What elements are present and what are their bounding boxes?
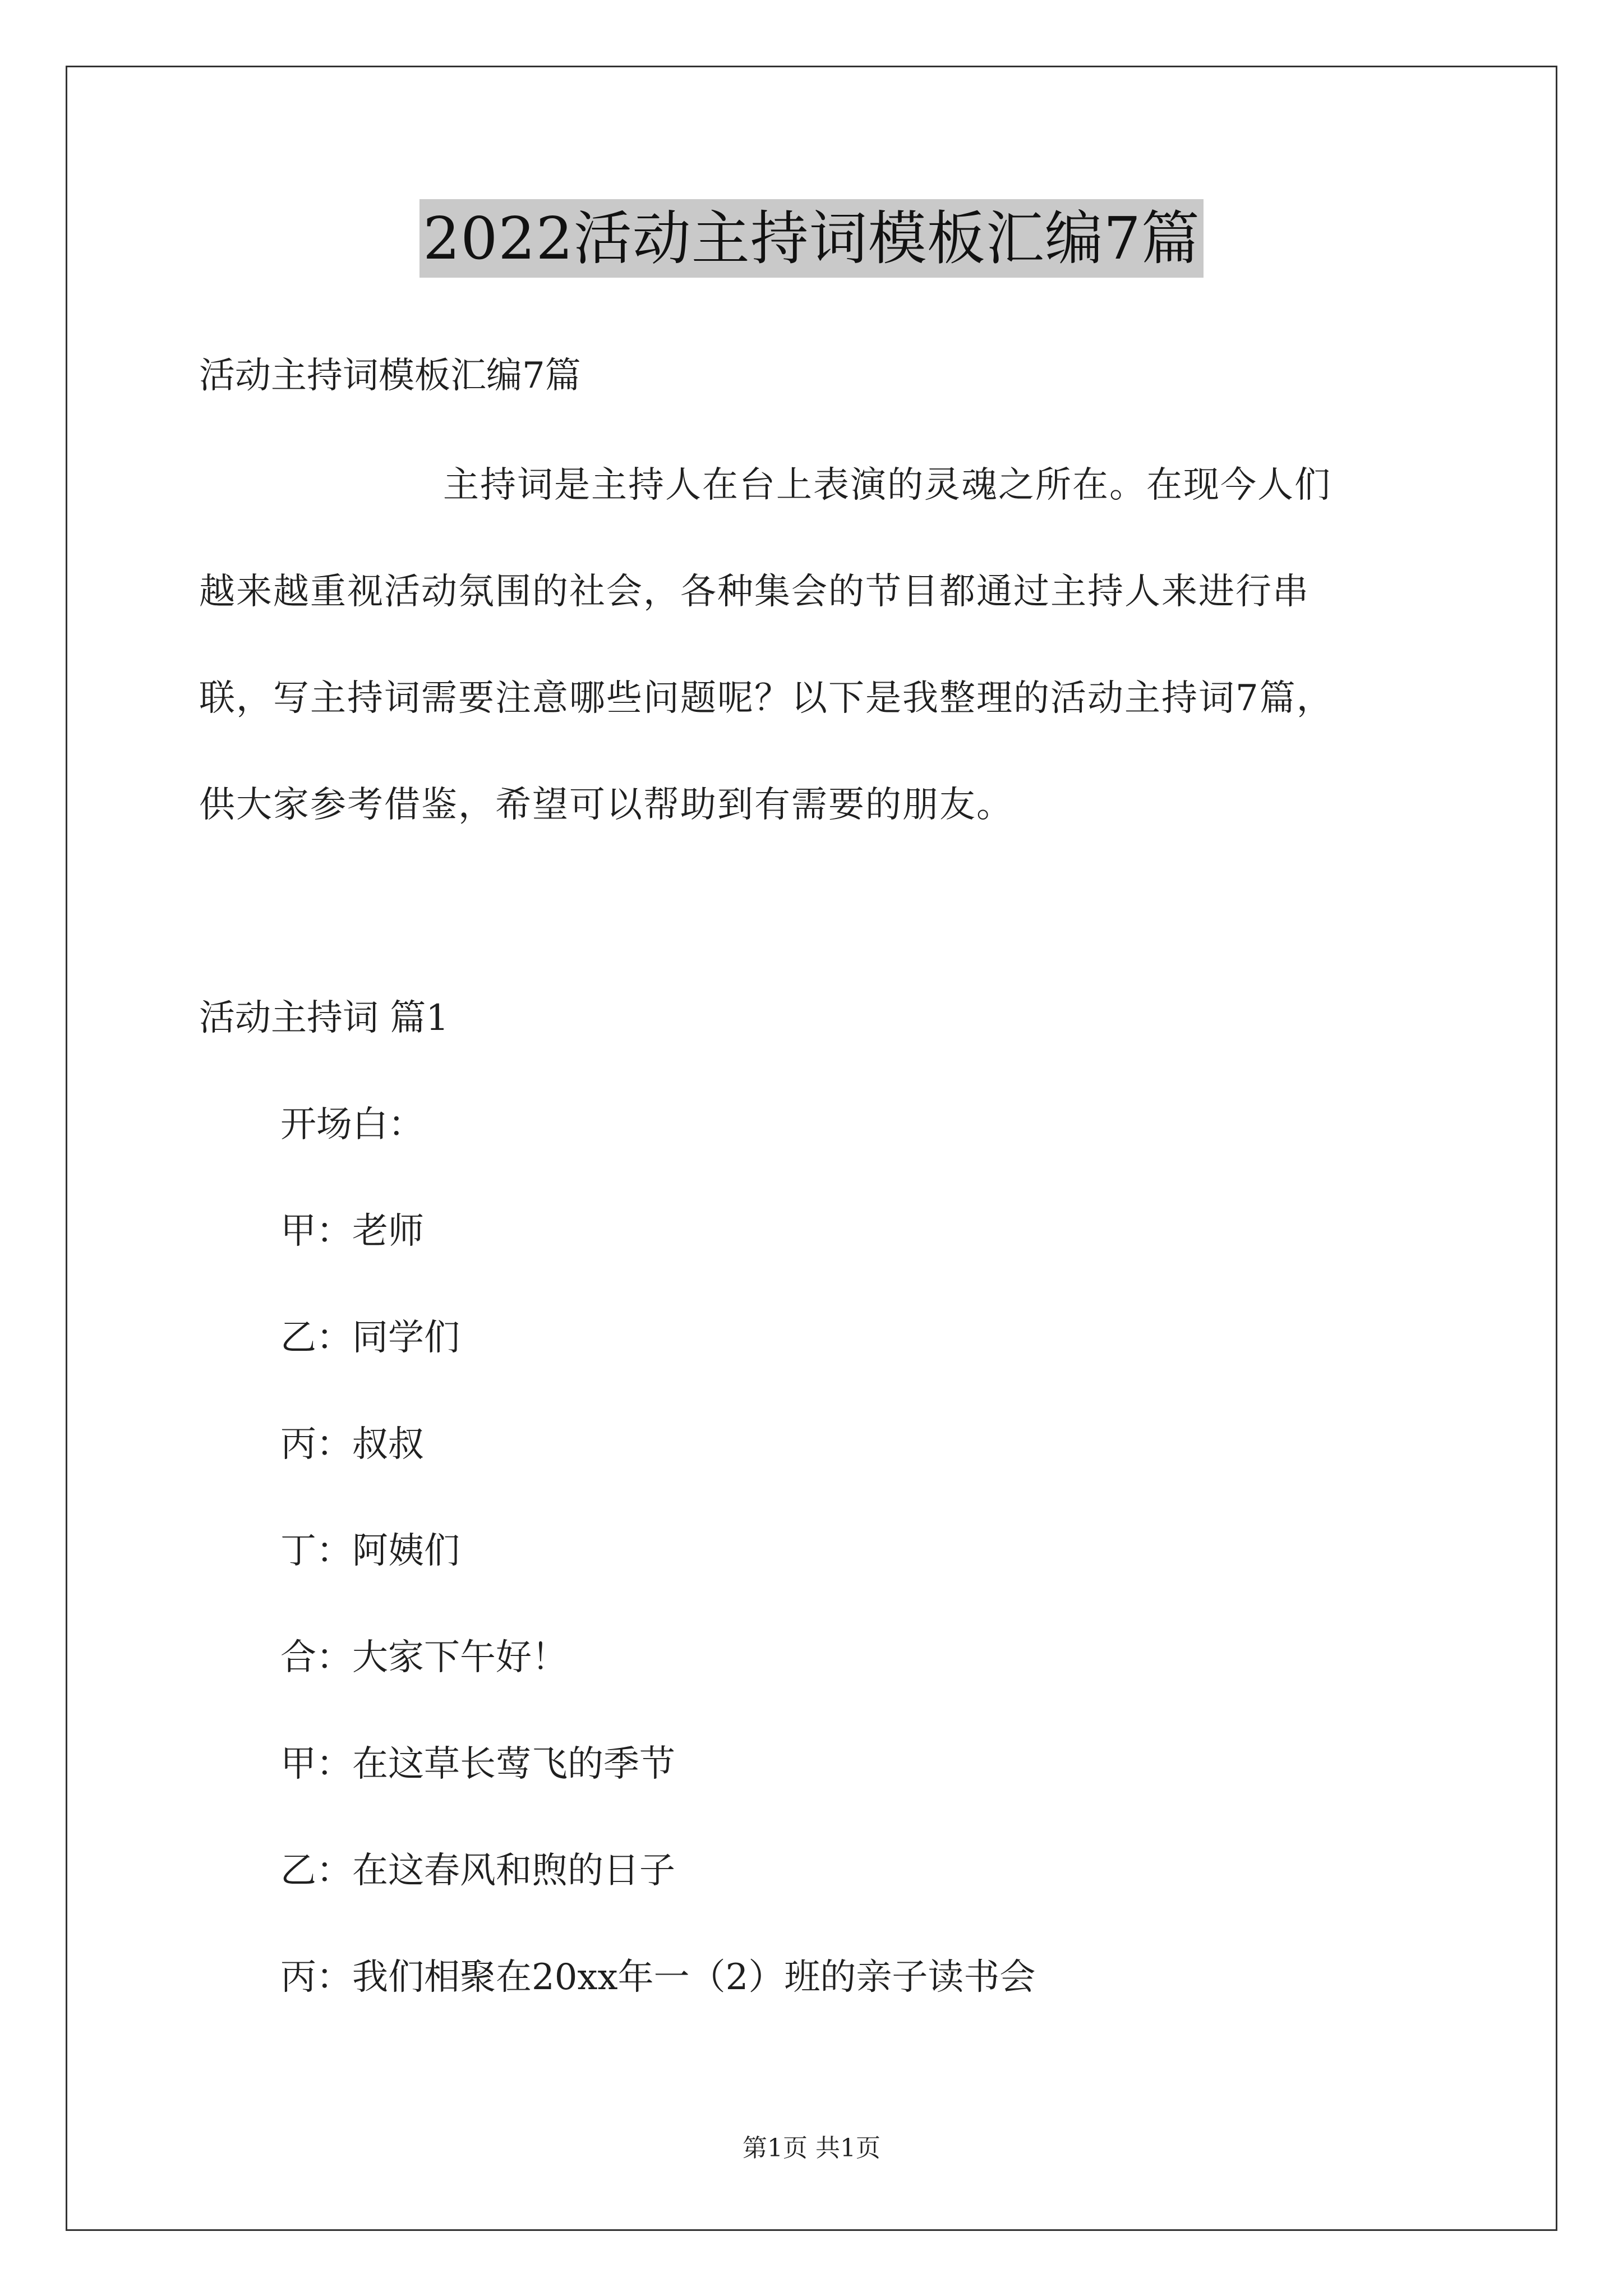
intro-line-2: 越来越重视活动氛围的社会，各种集会的节目都通过主持人来进行串 bbox=[199, 571, 1310, 613]
section-heading: 活动主持词 篇1 bbox=[199, 997, 449, 1039]
script-line: 合：大家下午好！ bbox=[280, 1637, 568, 1678]
intro-line-1: 主持词是主持人在台上表演的灵魂之所在。在现今人们 bbox=[443, 464, 1331, 506]
script-line: 乙：同学们 bbox=[280, 1317, 460, 1359]
script-line: 丙：叔叔 bbox=[280, 1424, 424, 1465]
script-line: 乙：在这春风和煦的日子 bbox=[280, 1850, 675, 1892]
script-line: 开场白： bbox=[280, 1104, 424, 1145]
script-line: 甲：老师 bbox=[280, 1211, 424, 1252]
intro-line-3: 联，写主持词需要注意哪些问题呢？以下是我整理的活动主持词7篇， bbox=[199, 678, 1334, 719]
title-container bbox=[0, 199, 1623, 278]
page-number-footer: 第1页 共1页 bbox=[743, 2134, 880, 2162]
intro-line-4: 供大家参考借鉴，希望可以帮助到有需要的朋友。 bbox=[199, 784, 1013, 826]
script-line: 丁：阿姨们 bbox=[280, 1530, 460, 1572]
script-line: 甲：在这草长莺飞的季节 bbox=[280, 1743, 675, 1785]
document-title: 2022活动主持词模板汇编7篇 bbox=[419, 199, 1204, 278]
document-subtitle: 活动主持词模板汇编7篇 bbox=[199, 355, 581, 397]
script-line: 丙：我们相聚在20xx年一（2）班的亲子读书会 bbox=[280, 1957, 1036, 1998]
